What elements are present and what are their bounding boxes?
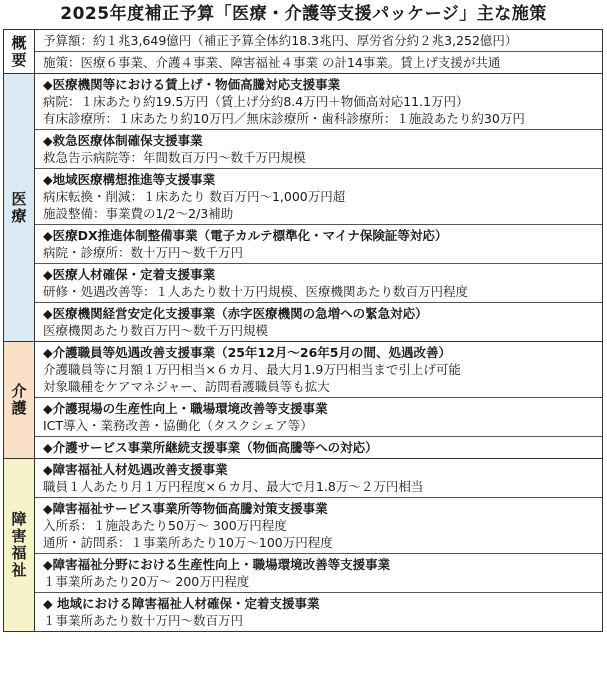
overview-row [35, 30, 602, 52]
measure-detail: 研修・処遇改善等：１人あたり数十万円規模、医療機関あたり数百万円程度 [43, 284, 469, 299]
section-disability [4, 459, 602, 631]
category-label-disability: 障害福祉 [4, 459, 35, 631]
overview-row [35, 52, 602, 73]
page-title: 2025年度補正予算「医療・介護等支援パッケージ」主な施策 [60, 4, 547, 24]
measure-detail: 入所系：１施設あたり50万～ 300万円程度 [43, 518, 287, 533]
measure-item [35, 130, 602, 169]
measure-title: ◆障害福祉人材処遇改善支援事業 [43, 462, 228, 477]
measure-title: ◆介護職員等処遇改善支援事業（25年12月～26年5月の間、処遇改善） [43, 345, 451, 360]
category-label-medical: 医療 [4, 74, 35, 341]
measure-item [35, 225, 602, 264]
measure-title: ◆救急医療体制確保支援事業 [43, 133, 203, 148]
overview-budget: 予算額：約１兆3,649億円（補正予算全体約18.3兆円、厚労省分約２兆3,252億円） [43, 33, 518, 48]
measure-title: ◆医療機関経営安定化支援事業（赤字医療機関の急増への緊急対応） [43, 306, 428, 321]
measure-detail: １事業所あたり数十万円～数百万円 [43, 613, 244, 628]
measure-detail: 通所・訪問系：１事業所あたり10万～100万円程度 [43, 535, 333, 550]
measure-detail: 職員１人あたり月１万円程度×６カ月、最大で月1.8万～２万円相当 [43, 479, 424, 494]
section-medical [4, 74, 602, 342]
measure-title: ◆地域医療構想推進等支援事業 [43, 172, 216, 187]
overview-measures: 施策：医療６事業、介護４事業、障害福祉４事業 の計14事業。賃上げ支援が共通 [43, 55, 501, 70]
section-care [4, 342, 602, 459]
measure-detail: 介護職員等に月額１万円相当×６カ月、最大月1.9万円相当まで引上げ可能 [43, 362, 461, 377]
measure-detail: 病院：１床あたり約19.5万円（賃上げ分約8.4万円＋物価高対応11.1万円） [43, 94, 469, 109]
measure-detail: 施設整備：事業費の1/2～2/3補助 [43, 206, 234, 221]
measure-title: ◆介護現場の生産性向上・職場環境改善等支援事業 [43, 401, 328, 416]
measure-detail: 救急告示病院等：年間数百万円～数千万円規模 [43, 150, 306, 165]
measure-title: ◆医療人材確保・定着支援事業 [43, 267, 216, 282]
measure-item [35, 303, 602, 341]
measure-title: ◆障害福祉分野における生産性向上・職場環境改善等支援事業 [43, 557, 391, 572]
measure-detail: ICT導入・業務改善・協働化（タスクシェア等） [43, 418, 313, 433]
measure-item [35, 437, 602, 458]
measure-title: ◆医療DX推進体制整備事業（電子カルテ標準化・マイナ保険証等対応） [43, 228, 448, 243]
measure-title: ◆介護サービス事業所継続支援事業（物価高騰等への対応） [43, 440, 378, 455]
measure-detail: 有床診療所：１床あたり約10万円／無床診療所・歯科診療所：１施設あたり約30万円 [43, 111, 525, 126]
measure-detail: 対象職種をケアマネジャー、訪問看護職員等も拡大 [43, 379, 330, 394]
measure-item [35, 169, 602, 225]
measure-detail: 病院・診療所：数十万円～数千万円 [43, 245, 244, 260]
measure-detail: 医療機関あたり数百万円～数千万円規模 [43, 323, 269, 338]
measure-item [35, 593, 602, 631]
category-label-care: 介護 [4, 342, 35, 458]
section-overview [4, 30, 602, 74]
measure-title: ◆障害福祉サービス事業所等物価高騰対策支援事業 [43, 501, 328, 516]
measure-title: ◆医療機関等における賃上げ・物価高騰対応支援事業 [43, 77, 341, 92]
category-label-overview: 概要 [4, 30, 35, 73]
measure-item [35, 264, 602, 303]
measure-item [35, 398, 602, 437]
measure-item [35, 342, 602, 398]
measures-table [3, 29, 603, 632]
measure-item [35, 554, 602, 593]
measure-title: ◆ 地域における障害福祉人材確保・定着支援事業 [43, 596, 320, 611]
measure-item [35, 459, 602, 498]
measure-item [35, 74, 602, 130]
measure-detail: １事業所あたり20万～ 200万円程度 [43, 574, 250, 589]
measure-detail: 病床転換・削減：１床あたり 数百万円～1,000万円超 [43, 189, 346, 204]
measure-item [35, 498, 602, 554]
